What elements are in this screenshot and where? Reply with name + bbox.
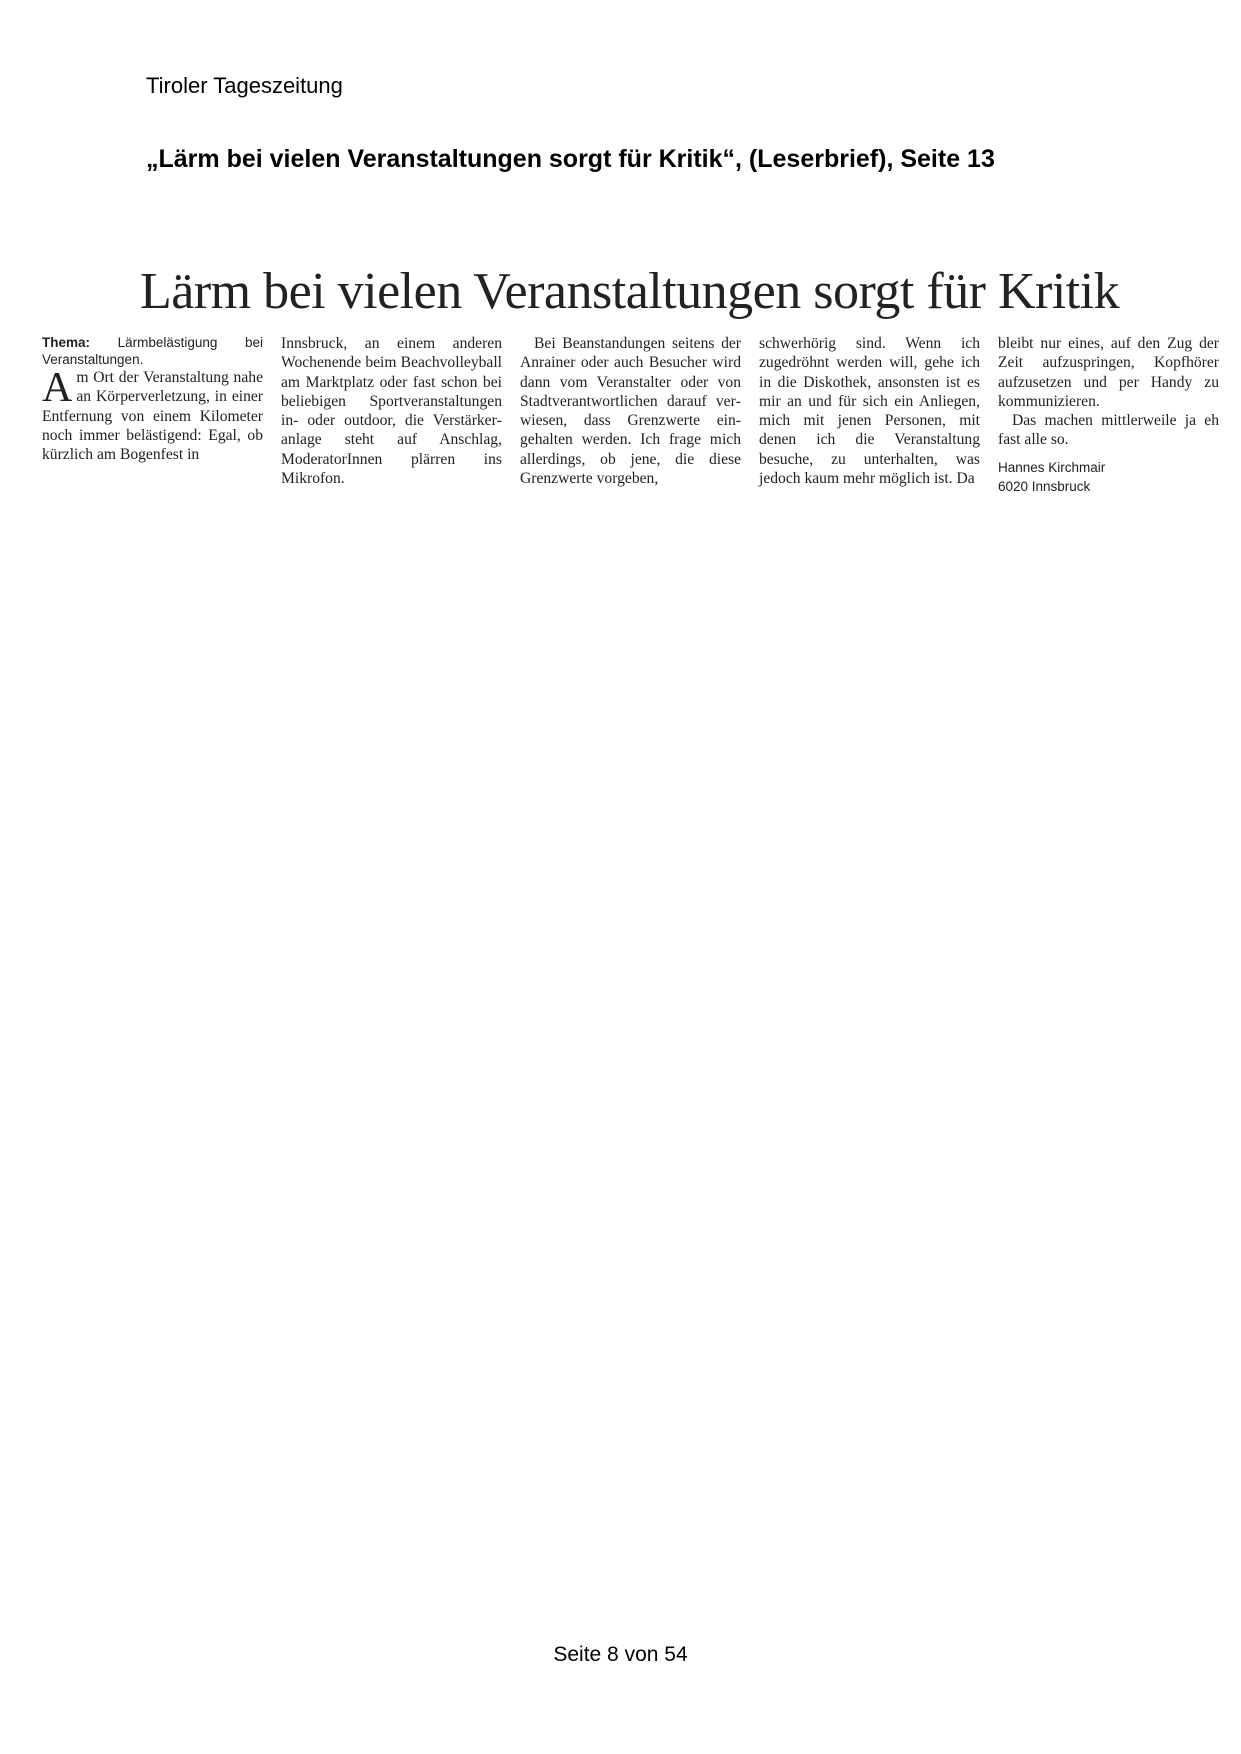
drop-cap: A xyxy=(42,365,73,411)
publication-name: Tiroler Tageszeitung xyxy=(146,73,343,98)
article-headline: Lärm bei vielen Veranstaltungen sorgt für Kritik xyxy=(140,263,1120,320)
author-location: 6020 Innsbruck xyxy=(998,478,1091,494)
document-title: „Lärm bei vielen Veranstaltungen sorgt für Kritik“, (Leserbrief), Seite 13 xyxy=(146,145,995,173)
topic-label: Thema: xyxy=(42,335,91,350)
page-number: Seite 8 von 54 xyxy=(553,1643,688,1666)
article-columns xyxy=(42,334,1220,496)
topic-text: Lärmbelästigung bei Veranstaltungen. xyxy=(42,335,263,367)
article-column-3 xyxy=(520,334,741,496)
article-text-1: m Ort der Veranstaltung nahe an Körperverletzung, in einer Entfernung von einem Kilometer noch immer belästigend: Egal, ob kürzlich am Bogenfest in xyxy=(42,369,263,464)
article-text-3: Bei Beanstandungen seitens der Anrainer oder auch Besucher wird dann vom Veranstalter oder von Stadtverantwortlichen darauf verwiesen, dass Grenzwerte eingehalten werden. Ich frage mich allerdings, ob jene, die diese Grenzwerte vorgeben, xyxy=(520,335,741,488)
article-column-1 xyxy=(42,334,263,496)
topic-line xyxy=(42,334,263,368)
article-text-2: Innsbruck, an einem anderen Wochenende beim Beachvolleyball am Marktplatz oder fast schon bei beliebigen Sportveranstaltungen in- oder outdoor, die Verstärkeranlage steht auf Anschlag, ModeratorInnen plärren ins Mikrofon. xyxy=(281,335,502,488)
article-text-5: bleibt nur eines, auf den Zug der Zeit aufzuspringen, Kopfhörer aufzusetzen und per Handy zu kommunizieren. xyxy=(998,335,1219,410)
article-paragraph xyxy=(42,365,263,464)
article-column-5 xyxy=(998,334,1219,496)
article-text-4: schwerhörig sind. Wenn ich zugedröhnt werden will, gehe ich in die Diskothek, ansonsten ist es mir an und für sich ein Anliegen, mich mit jenen Personen, mit denen ich die Veranstaltung besuche, zu unterhalten, was jedoch kaum mehr möglich ist. Da xyxy=(759,335,980,488)
newspaper-clipping xyxy=(40,262,1220,522)
article-column-2 xyxy=(281,334,502,496)
author-signature xyxy=(998,458,1219,496)
article-column-4 xyxy=(759,334,980,496)
author-name: Hannes Kirchmair xyxy=(998,459,1106,475)
closing-paragraph: Das machen mittlerweile ja eh fast alle so. xyxy=(998,412,1219,449)
